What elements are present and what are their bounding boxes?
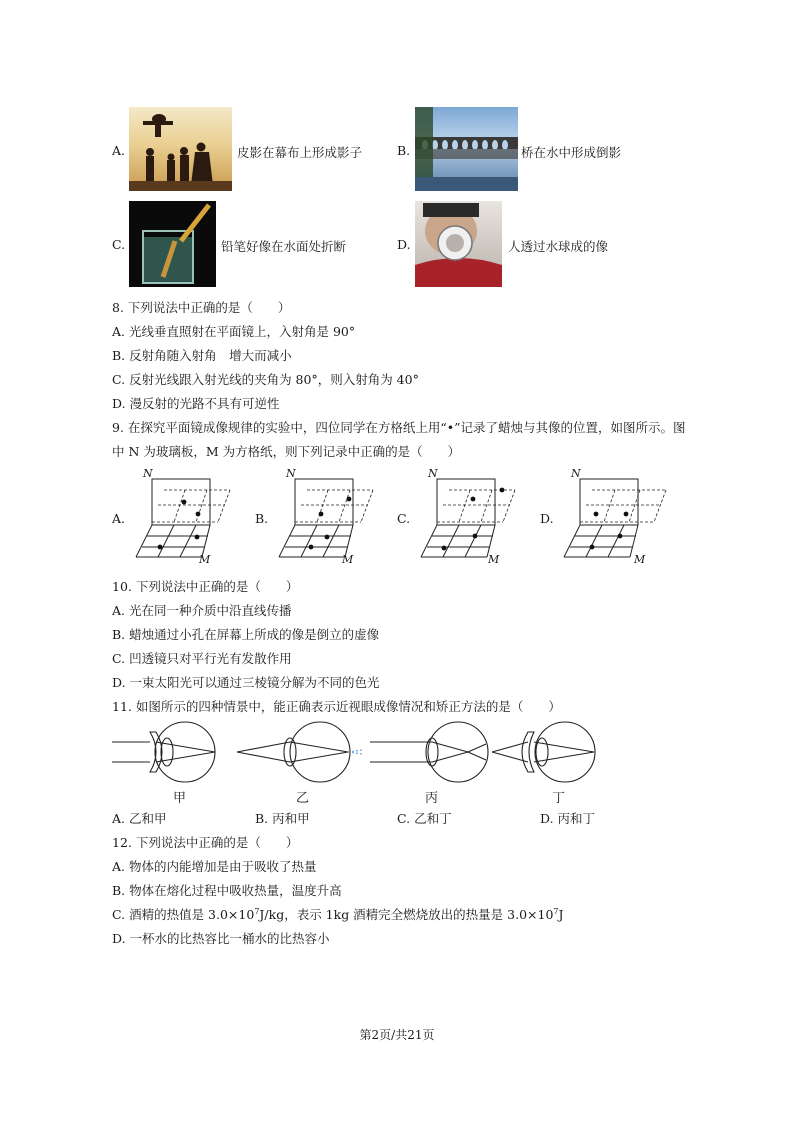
q11-fig-label-bing: 丙 (425, 791, 439, 806)
q10-option-d: D. 一束太阳光可以通过三棱镜分解为不同的色光 (112, 675, 380, 690)
q12-c-exponent2: 7 (553, 906, 559, 916)
page-number: 第2页/共21页 (359, 1028, 435, 1042)
q11-option-c: C. 乙和丁 (397, 811, 452, 826)
q12-option-b: B. 物体在熔化过程中吸收热量，温度升高 (112, 883, 342, 898)
q11-fig-label-yi: 乙 (296, 791, 310, 806)
q11-fig-label-ding: 丁 (552, 791, 566, 806)
q11-option-a: A. 乙和甲 (112, 811, 167, 826)
water-ball-photo (415, 201, 502, 287)
q9-figure-c (397, 466, 537, 570)
q7-option-d-label: D. (397, 237, 411, 252)
q8-option-a: A. 光线垂直照射在平面镜上，入射角是 90° (112, 324, 356, 339)
q7-option-d-text: 人透过水球成的像 (508, 239, 609, 254)
q9-option-d-label: D. (540, 511, 554, 526)
q9-option-b-label: B. (255, 511, 269, 526)
q9-a-m-label: M (199, 553, 211, 566)
pencil-in-water-photo (129, 201, 216, 287)
q9-a-n-label: N (143, 467, 153, 480)
q8-stem: 8. 下列说法中正确的是（ ） (112, 300, 291, 315)
q9-option-a-label: A. (112, 511, 126, 526)
shadow-puppet-photo (129, 107, 232, 191)
q7-option-b-label: B. (397, 143, 411, 158)
q9-b-m-label: M (342, 553, 354, 566)
q12-option-a: A. 物体的内能增加是由于吸收了热量 (112, 859, 317, 874)
q7-option-c-label: C. (112, 237, 126, 252)
q11-fig-label-jia: 甲 (173, 791, 187, 806)
q9-c-n-label: N (428, 467, 438, 480)
q12-c-part1: C. 酒精的热值是 3.0×10 (112, 907, 255, 922)
q11-option-d: D. 丙和丁 (540, 811, 596, 826)
q11-option-b: B. 丙和甲 (255, 811, 310, 826)
q9-d-m-label: M (634, 553, 646, 566)
q9-option-c-label: C. (397, 511, 411, 526)
q9-c-m-label: M (488, 553, 500, 566)
q9-figure-b (255, 466, 395, 570)
q7-option-a-label: A. (112, 143, 126, 158)
q10-option-a: A. 光在同一种介质中沿直线传播 (112, 603, 292, 618)
q8-option-b: B. 反射角随入射角 增大而减小 (112, 348, 292, 363)
q10-option-c: C. 凹透镜只对平行光有发散作用 (112, 651, 292, 666)
q9-figure-a (112, 466, 252, 570)
eye-diagrams (110, 720, 610, 784)
q12-option-c (112, 905, 564, 923)
q12-option-d: D. 一杯水的比热容比一桶水的比热容小 (112, 931, 330, 946)
q9-figure-d (540, 466, 680, 570)
q12-c-exponent1: 7 (254, 906, 260, 916)
q9-stem-line2: 中 N 为玻璃板，M 为方格纸，则下列记录中正确的是（ ） (112, 444, 461, 459)
q10-stem: 10. 下列说法中正确的是（ ） (112, 579, 299, 594)
q7-option-b-text: 桥在水中形成倒影 (521, 145, 622, 160)
bridge-reflection-photo (415, 107, 518, 191)
q9-stem-line1: 9. 在探究平面镜成像规律的实验中，四位同学在方格纸上用“•”记录了蜡烛与其像的位置，如图所示。图 (112, 420, 686, 435)
q8-option-d: D. 漫反射的光路不具有可逆性 (112, 396, 280, 411)
q8-option-c: C. 反射光线跟入射光线的夹角为 80°，则入射角为 40° (112, 372, 419, 387)
q9-d-n-label: N (571, 467, 581, 480)
q12-c-part2: J/kg，表示 1kg 酒精完全燃烧放出的热量是 3.0×10 (259, 907, 554, 922)
q10-option-b: B. 蜡烛通过小孔在屏幕上所成的像是倒立的虚像 (112, 627, 380, 642)
q7-option-a-text: 皮影在幕布上形成影子 (237, 145, 363, 160)
q11-stem: 11. 如图所示的四种情景中，能正确表示近视眼成像情况和矫正方法的是（ ） (112, 699, 561, 714)
q12-c-part3: J (558, 907, 564, 922)
q12-stem: 12. 下列说法中正确的是（ ） (112, 835, 299, 850)
q9-b-n-label: N (286, 467, 296, 480)
q7-option-c-text: 铅笔好像在水面处折断 (221, 239, 347, 254)
